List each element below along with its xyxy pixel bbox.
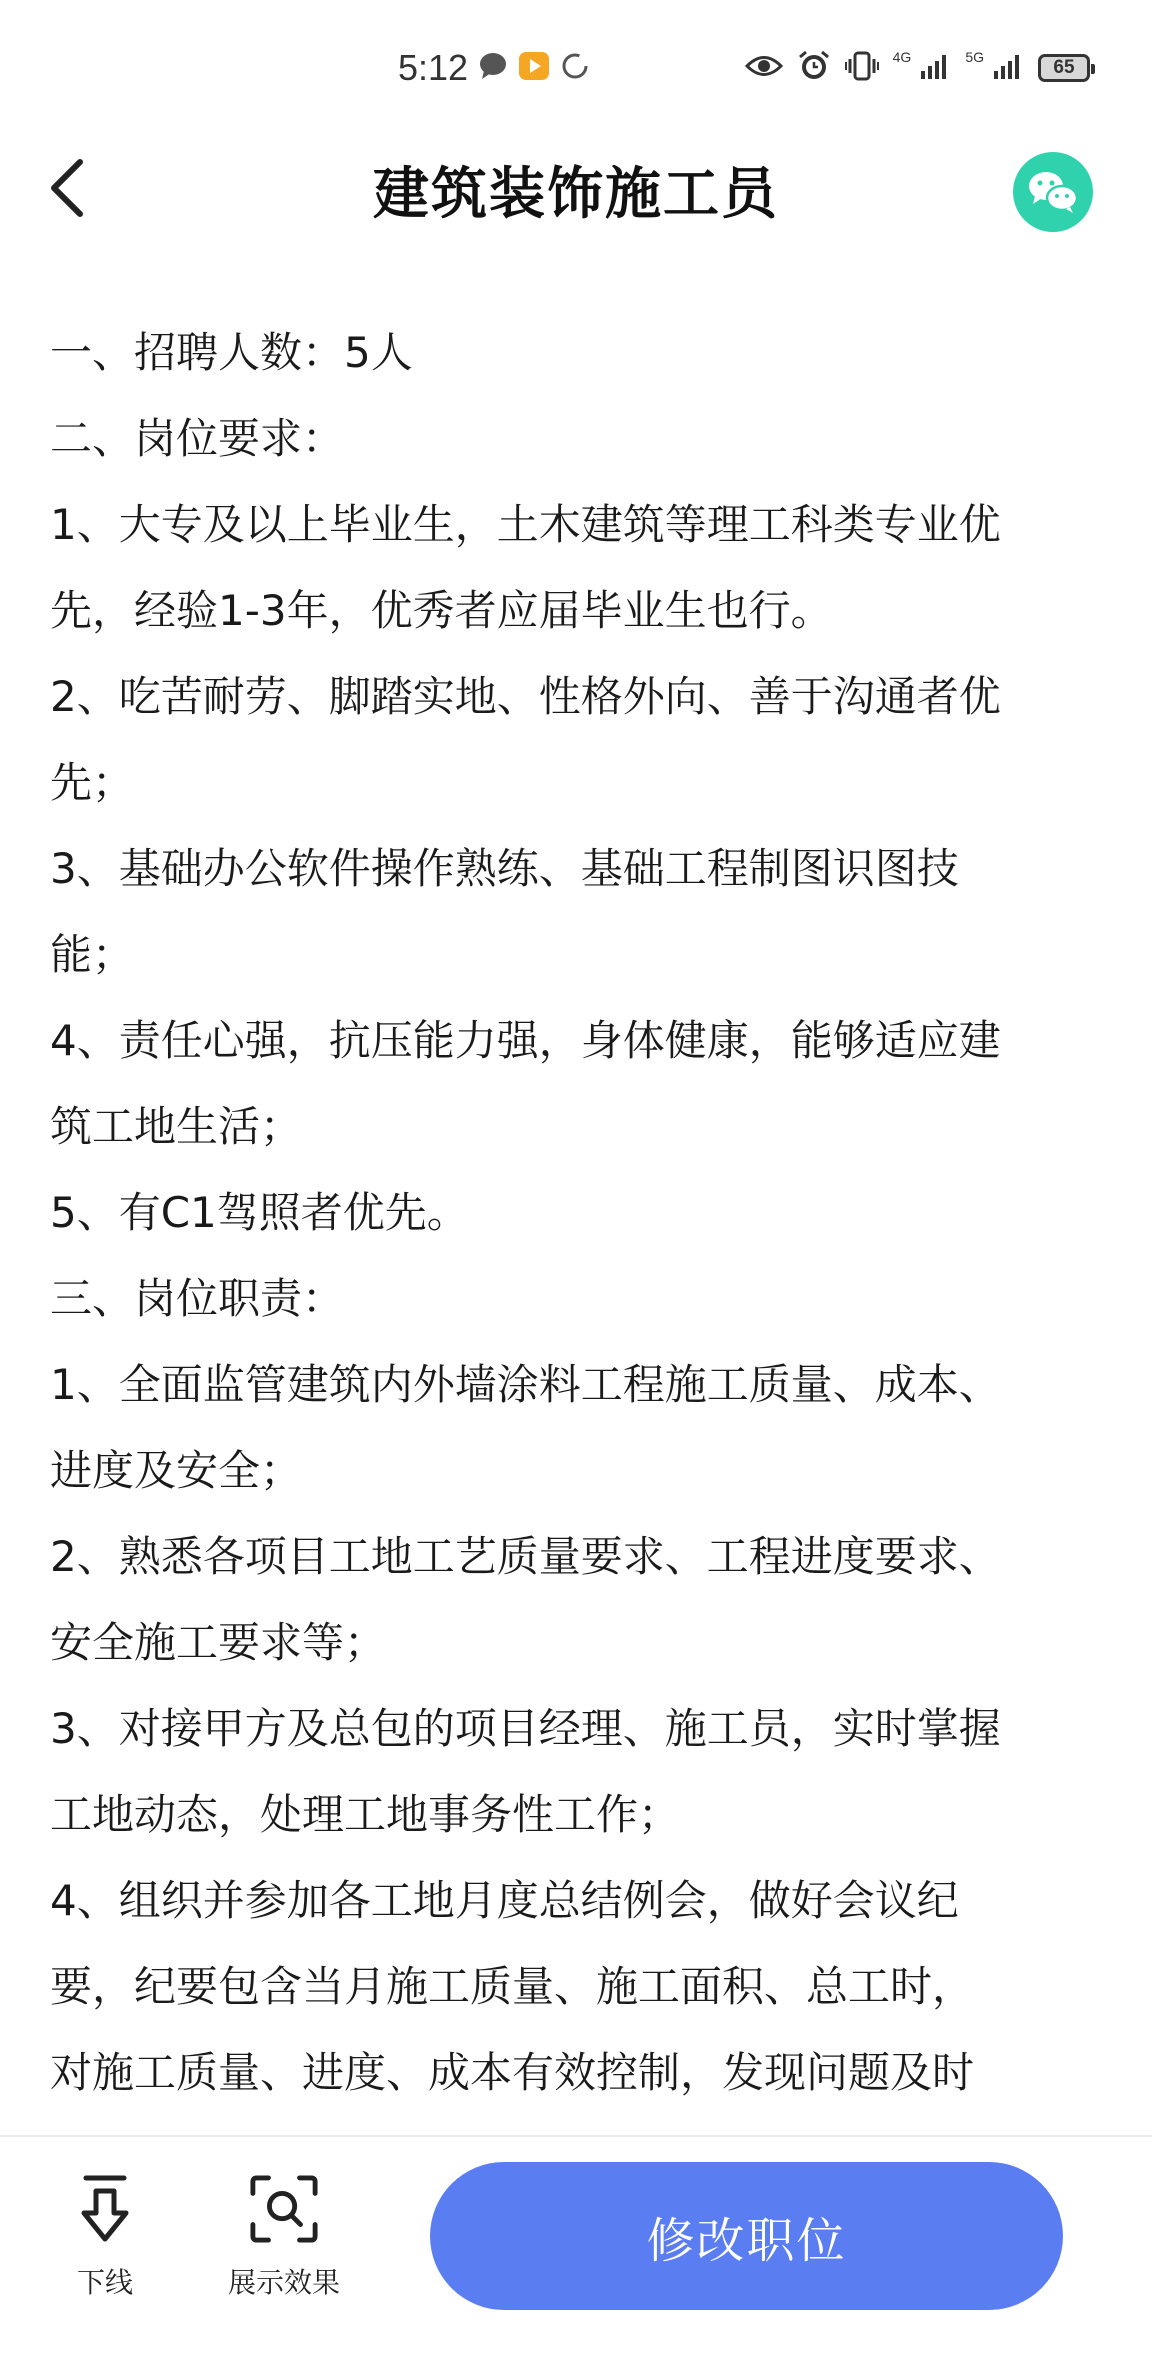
content-line: 先； bbox=[50, 758, 135, 807]
content-line: 3、对接甲方及总包的项目经理、施工员，实时掌握 bbox=[50, 1704, 1001, 1753]
offline-button[interactable] bbox=[70, 2169, 140, 2301]
content-line: 4、责任心强，抗压能力强，身体健康，能够适应建 bbox=[50, 1016, 1001, 1065]
eye-icon bbox=[745, 53, 783, 83]
nav-bar bbox=[0, 130, 1152, 250]
content-line: 2、熟悉各项目工地工艺质量要求、工程进度要求、 bbox=[50, 1532, 1001, 1581]
signal-icon bbox=[919, 51, 951, 85]
content-line: 3、基础办公软件操作熟练、基础工程制图识图技 bbox=[50, 844, 959, 893]
signal-icon bbox=[992, 51, 1024, 85]
video-app-icon bbox=[518, 50, 550, 86]
download-arrow-icon bbox=[70, 2169, 140, 2249]
content-line: 要，纪要包含当月施工质量、施工面积、总工时， bbox=[50, 1962, 975, 2011]
battery-indicator: 65 bbox=[1038, 54, 1090, 82]
content-line: 1、全面监管建筑内外墙涂料工程施工质量、成本、 bbox=[50, 1360, 1001, 1409]
scan-search-icon bbox=[249, 2169, 319, 2249]
page-title: 建筑装饰施工员 bbox=[373, 162, 779, 227]
content-line: 一、招聘人数：5人 bbox=[50, 328, 413, 377]
content-line: 筑工地生活； bbox=[50, 1102, 303, 1151]
content-line: 对施工质量、进度、成本有效控制，发现问题及时 bbox=[50, 2048, 975, 2097]
content-line: 1、大专及以上毕业生，土木建筑等理工科类专业优 bbox=[50, 500, 1001, 549]
content-line: 先，经验1-3年，优秀者应届毕业生也行。 bbox=[50, 586, 833, 635]
content-line: 5、有C1驾照者优先。 bbox=[50, 1188, 469, 1237]
preview-button[interactable] bbox=[228, 2169, 340, 2301]
status-time: 5:12 bbox=[398, 47, 469, 88]
status-bar bbox=[0, 0, 1152, 130]
wechat-icon bbox=[1026, 168, 1080, 216]
message-icon bbox=[478, 51, 508, 85]
signal-4g-label: 4G bbox=[892, 49, 912, 65]
content-line: 安全施工要求等； bbox=[50, 1618, 387, 1667]
content-line: 三、岗位职责： bbox=[50, 1274, 345, 1323]
loading-icon bbox=[560, 51, 590, 85]
edit-job-button[interactable]: 修改职位 bbox=[430, 2162, 1063, 2310]
content-line: 二、岗位要求： bbox=[50, 414, 345, 463]
alarm-icon bbox=[797, 49, 831, 87]
signal-5g-label: 5G bbox=[965, 49, 984, 65]
content-line: 工地动态，处理工地事务性工作； bbox=[50, 1790, 681, 1839]
bottom-action-bar bbox=[0, 2135, 1152, 2378]
offline-label: 下线 bbox=[76, 2266, 133, 2299]
vibrate-icon bbox=[845, 50, 879, 86]
content-line: 进度及安全； bbox=[50, 1446, 303, 1495]
job-description bbox=[50, 310, 1110, 2110]
content-line: 2、吃苦耐劳、脚踏实地、性格外向、善于沟通者优 bbox=[50, 672, 1001, 721]
content-line: 4、组织并参加各工地月度总结例会，做好会议纪 bbox=[50, 1876, 959, 1925]
preview-label: 展示效果 bbox=[228, 2266, 341, 2299]
wechat-share-button[interactable] bbox=[1013, 152, 1093, 232]
content-line: 能； bbox=[50, 930, 135, 979]
